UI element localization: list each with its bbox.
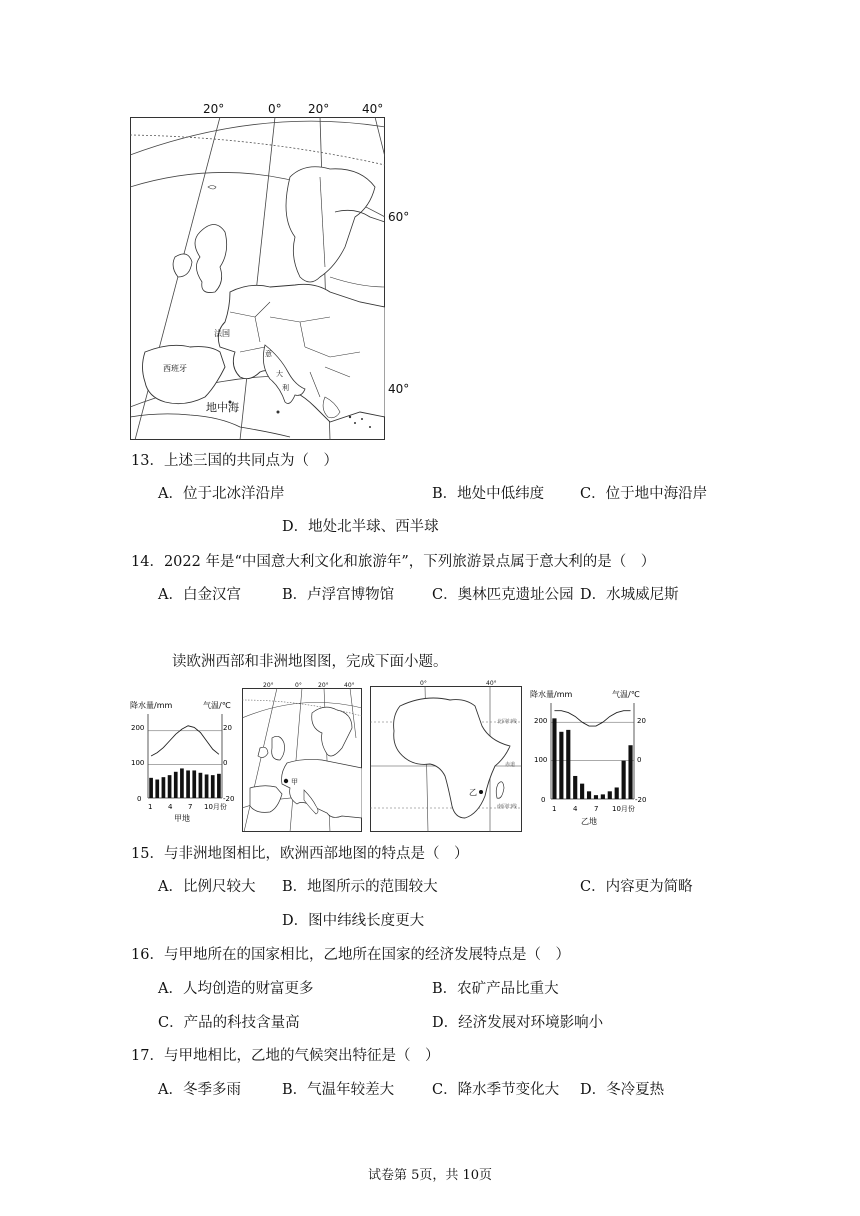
chart-b-precip-bar — [628, 745, 632, 799]
label-france: 法国 — [214, 329, 230, 338]
chart-a-precip-bar — [149, 778, 153, 798]
q16-option-d[interactable]: D．经济发展对环境影响小 — [432, 1015, 604, 1031]
small-europe-lon-40e: 40° — [344, 682, 355, 689]
section-intro: 读欧洲西部和非洲地图图，完成下面小题。 — [172, 654, 448, 670]
lon-label-20w: 20° — [203, 102, 225, 116]
africa-map — [370, 686, 522, 832]
chart-b-x-tick-4: 4 — [573, 805, 578, 813]
chart-b-left-title: 降水量/mm — [530, 690, 573, 699]
label-italy-3: 利 — [282, 384, 289, 392]
q14-option-b[interactable]: B．卢浮宫博物馆 — [282, 587, 395, 603]
q15-option-c[interactable]: C．内容更为简略 — [580, 879, 693, 895]
chart-b-x-tick-7: 7 — [594, 805, 599, 813]
chart-a-precip-bar — [192, 770, 196, 798]
small-europe-map — [242, 688, 362, 832]
chart-b-x-tick-10: 10月份 — [612, 805, 635, 813]
q15-stem: 15．与非洲地图相比，欧洲西部地图的特点是（ ） — [131, 846, 469, 862]
climate-chart-jia — [130, 697, 238, 825]
chart-b-precip-bar — [594, 795, 598, 799]
chart-a-temperature-curve — [151, 726, 219, 756]
chart-a-left-tick-100: 100 — [131, 759, 145, 767]
lon-label-0: 0° — [268, 102, 282, 116]
q13-option-d[interactable]: D．地处北半球、西半球 — [282, 519, 439, 535]
chart-a-precip-bar — [199, 773, 203, 798]
lat-label-60: 60° — [388, 210, 410, 224]
chart-a-precip-bar — [211, 775, 215, 798]
q13-option-a[interactable]: A．位于北冰洋沿岸 — [158, 486, 285, 502]
chart-b-precip-bar — [622, 761, 626, 799]
q13-stem: 13．上述三国的共同点为（ ） — [131, 453, 338, 469]
q14-stem: 14．2022 年是“中国意大利文化和旅游年”，下列旅游景点属于意大利的是（ ） — [131, 554, 656, 570]
chart-a-right-tick-0: 0 — [223, 759, 228, 767]
chart-a-precip-bar — [174, 772, 178, 798]
chart-b-precip-bar — [587, 791, 591, 799]
small-europe-lon-20w: 20° — [263, 682, 274, 689]
q17-option-b[interactable]: B．气温年较差大 — [282, 1082, 395, 1098]
chart-a-precip-bar — [217, 774, 221, 798]
label-italy-2: 大 — [276, 370, 283, 378]
chart-a-right-title: 气温/℃ — [203, 701, 231, 710]
q15-option-a[interactable]: A．比例尺较大 — [158, 879, 256, 895]
chart-a-name: 甲地 — [174, 814, 190, 823]
lon-label-40e: 40° — [362, 102, 384, 116]
chart-b-temperature-curve — [554, 711, 630, 726]
chart-a-left-tick-200: 200 — [131, 724, 145, 732]
q17-option-c[interactable]: C．降水季节变化大 — [432, 1082, 560, 1098]
q17-option-a[interactable]: A．冬季多雨 — [158, 1082, 241, 1098]
africa-tropic-cancer: 北回归线 — [497, 719, 518, 725]
q16-option-a[interactable]: A．人均创造的财富更多 — [158, 981, 314, 997]
small-europe-lon-0: 0° — [295, 682, 302, 689]
label-mediterranean: 地中海 — [206, 401, 239, 414]
chart-a-x-tick-1: 1 — [148, 803, 153, 811]
q13-option-c[interactable]: C．位于地中海沿岸 — [580, 486, 708, 502]
chart-a-precip-bar — [180, 768, 184, 798]
chart-a-x-tick-10: 10月份 — [204, 803, 227, 811]
chart-b-precip-bar — [573, 776, 577, 799]
chart-a-precip-bar — [162, 777, 166, 798]
africa-equator: 赤道 — [505, 762, 516, 768]
chart-b-right-tick-neg20: -20 — [635, 796, 647, 804]
chart-a-left-title: 降水量/mm — [130, 701, 173, 710]
q16-option-b[interactable]: B．农矿产品比重大 — [432, 981, 559, 997]
chart-a-x-tick-4: 4 — [168, 803, 173, 811]
q17-stem: 17．与甲地相比，乙地的气候突出特征是（ ） — [131, 1048, 440, 1064]
chart-a-precip-bar — [205, 774, 209, 798]
chart-b-precip-bar — [580, 784, 584, 799]
q15-option-d[interactable]: D．图中纬线长度更大 — [282, 913, 425, 929]
chart-b-precip-bar — [608, 791, 612, 799]
chart-b-right-tick-20: 20 — [637, 717, 646, 725]
europe-map — [130, 117, 385, 440]
chart-b-precip-bar — [615, 787, 619, 799]
q14-option-a[interactable]: A．白金汉宫 — [158, 587, 241, 603]
chart-b-precip-bar — [552, 718, 556, 799]
africa-lon-40: 40° — [486, 680, 497, 687]
chart-b-left-tick-100: 100 — [534, 756, 548, 764]
chart-b-precip-bar — [601, 794, 605, 799]
chart-a-precip-bar — [168, 775, 172, 798]
q13-option-b[interactable]: B．地处中低纬度 — [432, 486, 545, 502]
chart-b-right-title: 气温/℃ — [612, 690, 640, 699]
climate-chart-yi — [530, 686, 655, 828]
chart-a-right-tick-neg20: -20 — [223, 795, 235, 803]
chart-b-name: 乙地 — [581, 817, 597, 826]
label-spain: 西班牙 — [163, 364, 187, 373]
chart-a-right-tick-20: 20 — [223, 724, 232, 732]
africa-tropic-capricorn: 南回归线 — [497, 804, 518, 810]
chart-b-precip-bar — [559, 732, 563, 799]
label-italy-1: 意 — [265, 350, 272, 358]
chart-a-x-tick-7: 7 — [188, 803, 193, 811]
chart-a-precip-bar — [186, 770, 190, 798]
page-footer: 试卷第 5页，共 10页 — [367, 1168, 493, 1183]
q14-option-c[interactable]: C．奥林匹克遗址公园 — [432, 587, 574, 603]
chart-b-precip-bar — [566, 730, 570, 799]
chart-b-left-tick-0: 0 — [541, 796, 546, 804]
chart-b-right-tick-0: 0 — [637, 756, 642, 764]
q16-option-c[interactable]: C．产品的科技含量高 — [158, 1015, 300, 1031]
q16-stem: 16．与甲地所在的国家相比，乙地所在国家的经济发展特点是（ ） — [131, 947, 570, 963]
africa-lon-0: 0° — [420, 680, 427, 687]
q14-option-d[interactable]: D．水城威尼斯 — [580, 587, 679, 603]
chart-a-left-tick-0: 0 — [137, 795, 142, 803]
marker-yi: 乙 — [469, 788, 477, 797]
chart-b-left-tick-200: 200 — [534, 717, 548, 725]
marker-jia: 甲 — [291, 778, 298, 786]
q17-option-d[interactable]: D．冬冷夏热 — [580, 1082, 665, 1098]
chart-b-x-tick-1: 1 — [552, 805, 557, 813]
small-europe-lon-20e: 20° — [318, 682, 329, 689]
q15-option-b[interactable]: B．地图所示的范围较大 — [282, 879, 438, 895]
lat-label-40: 40° — [388, 382, 410, 396]
lon-label-20e: 20° — [308, 102, 330, 116]
chart-a-precip-bar — [155, 780, 159, 798]
